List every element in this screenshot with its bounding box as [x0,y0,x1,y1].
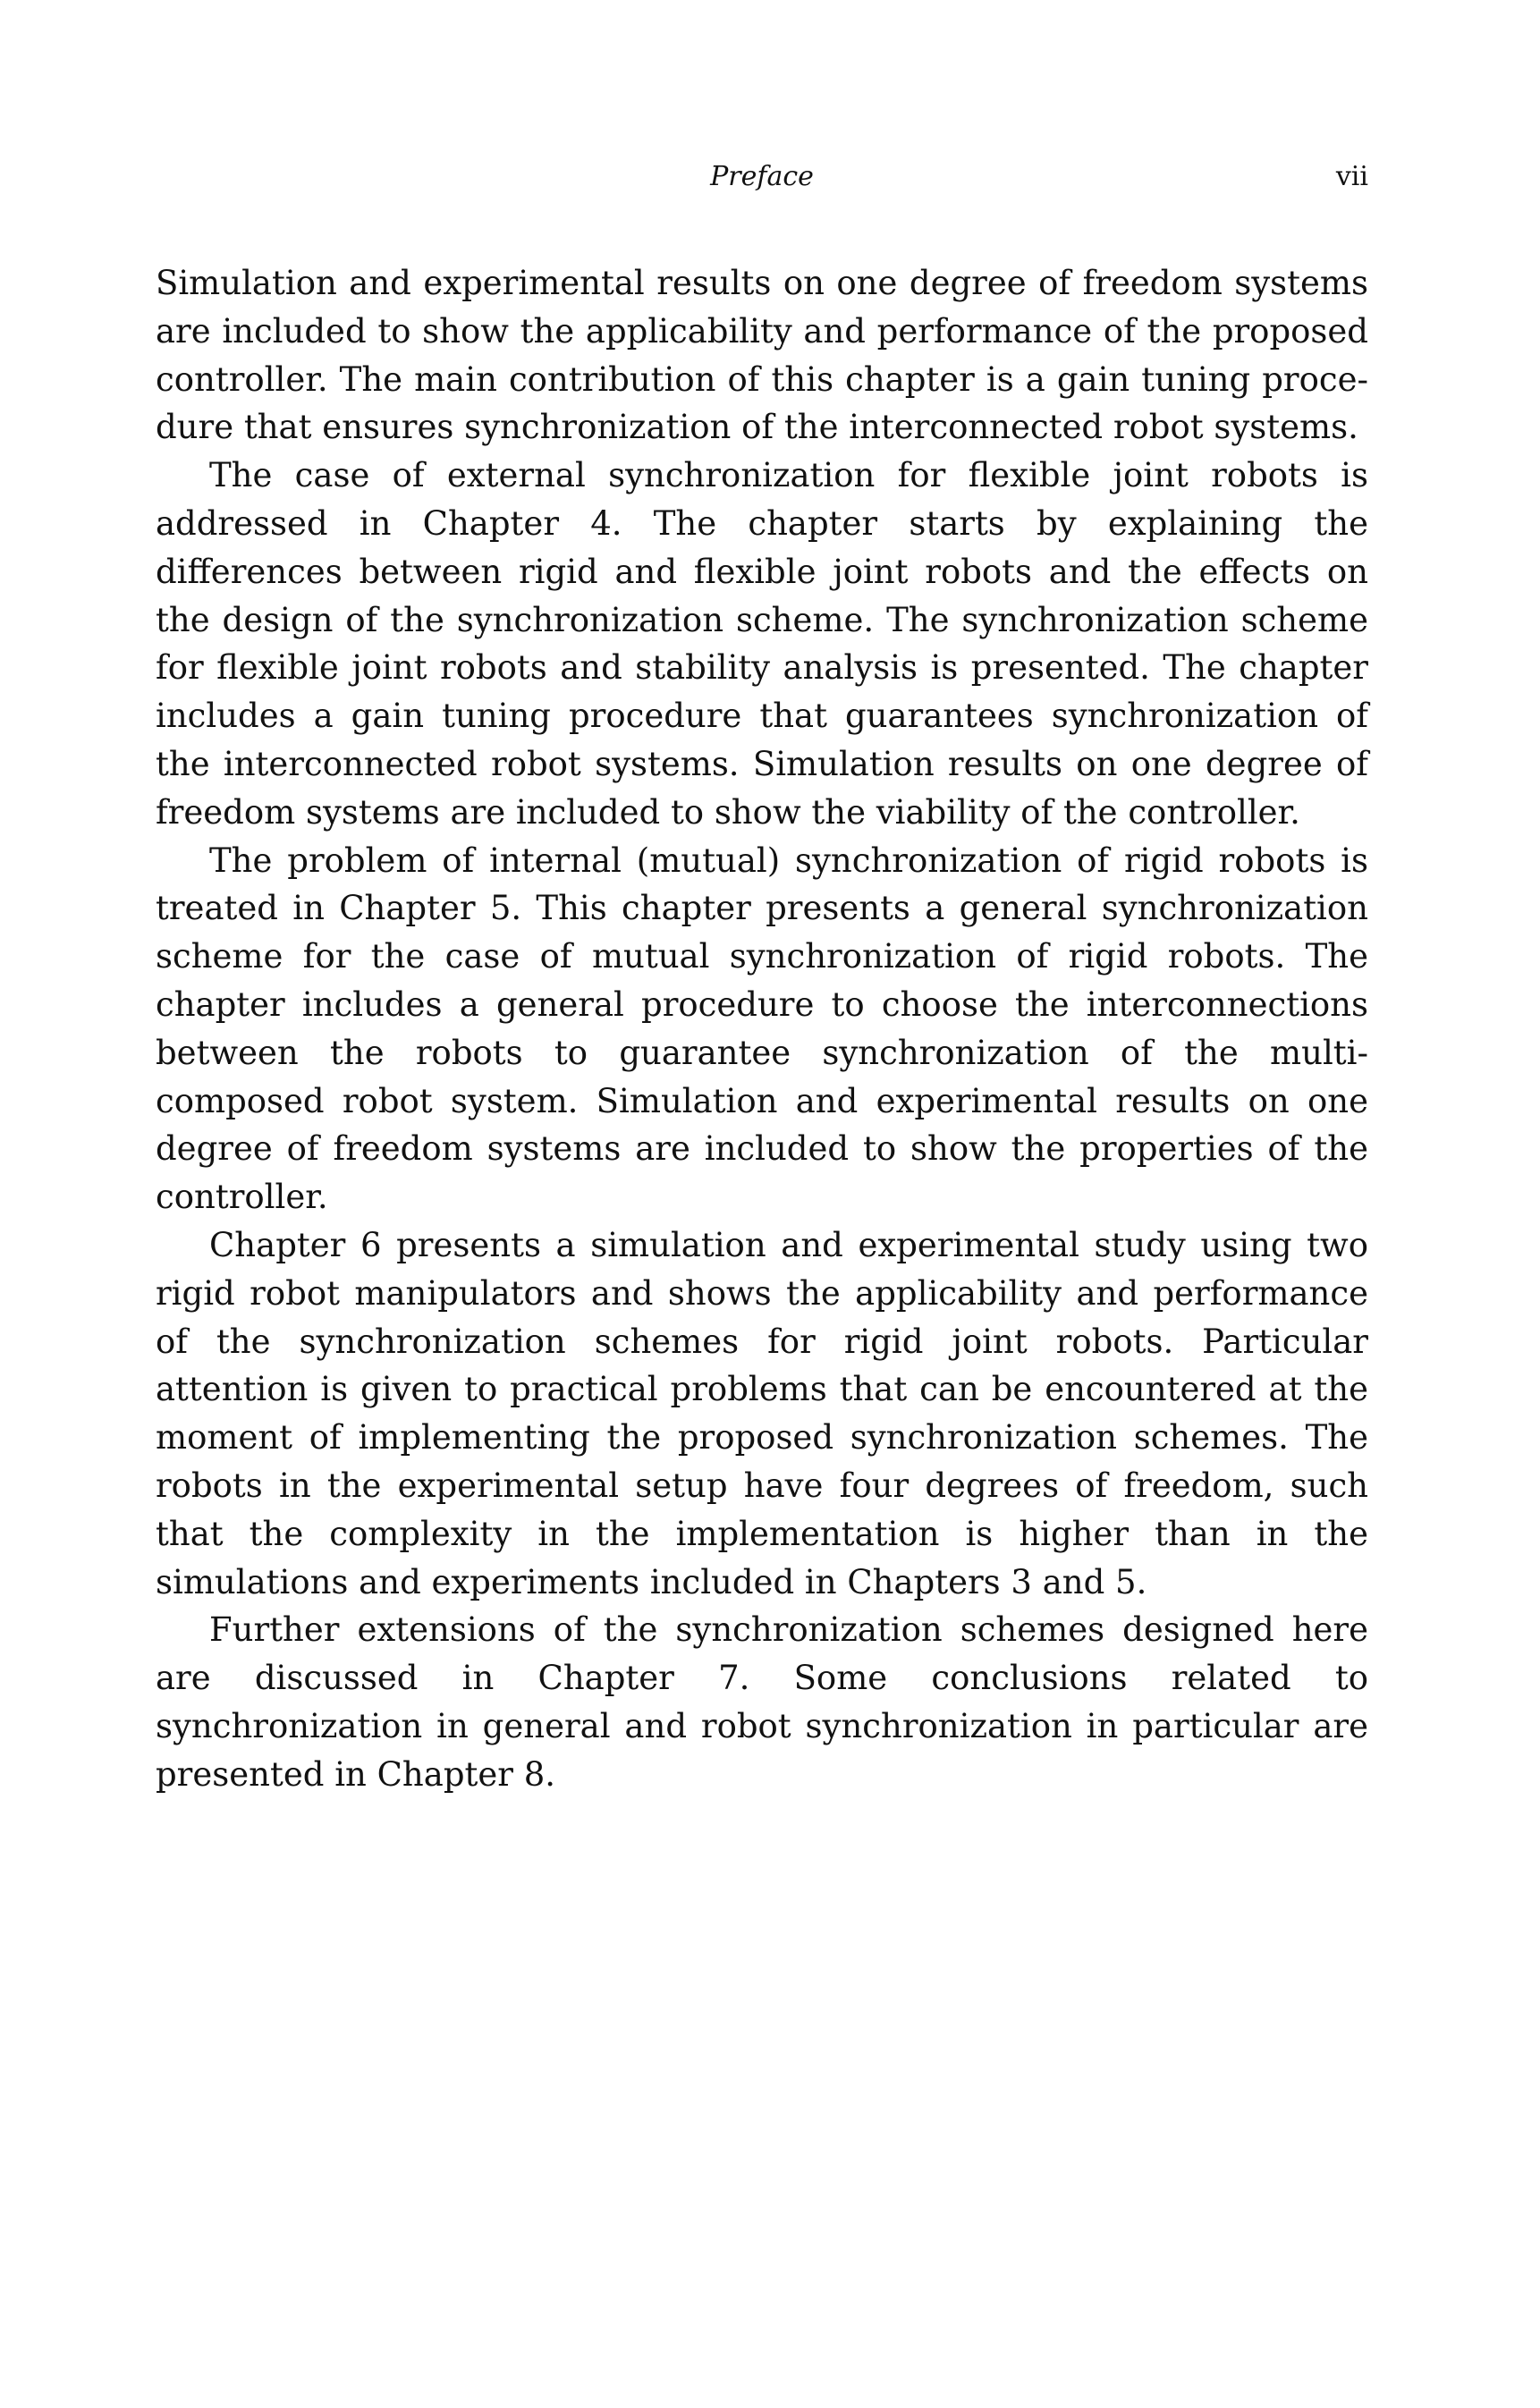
paragraph-4: Chapter 6 presents a simulation and experimental study using two rigid robot manipulators and shows the applicability and performance of the synchronization schemes for rigid joint robots. Particular attention is given to practical problems that can be encountered at the moment of implementing the proposed synchronization schemes. The robots in the experimental setup have four degrees of freedom, such that the complexity in the implementation is higher than in the simulations and experiments included in Chapters 3 and 5. [156,1225,1368,1601]
paragraph-3: The problem of internal (mutual) synchronization of rigid robots is treated in Chapter 5. This chapter presents a general synchronization scheme for the case of mutual synchronization of rigid robots. The chapter includes a general procedure to choose the interconnections between the robots to guarantee synchronization of the multi-composed robot system. Simulation and experimental results on one degree of freedom systems are included to show the properties of the controller. [156,841,1368,1217]
paragraph-2: The case of external synchronization for flexible joint robots is addressed in Chapter 4. The chapter starts by explaining the differences between rigid and flexible joint robots and the effects on the design of the synchronization scheme. The synchronization scheme for flexible joint robots and stability analysis is presented. The chapter includes a gain tuning procedure that guarantees synchronization of the interconnected robot systems. Simulation results on one degree of freedom systems are included to show the viability of the controller. [156,456,1368,832]
paragraph-1: Simulation and experimental results on one degree of freedom systems are included to show the applicability and performance of the proposed controller. The main contribution of this chapter is a gain tuning procedure that ensures synchronization of the interconnected robot systems. [156,264,1368,447]
paragraph-5: Further extensions of the synchronization schemes designed here are discussed in Chapter 7. Some conclusions related to synchronization in general and robot synchronization in particular are presented in Chapter 8. [156,1610,1368,1794]
running-head-title: Preface [710,161,814,192]
page-number: vii [1335,161,1368,192]
body-text [156,259,1368,1799]
running-head [156,159,1368,204]
